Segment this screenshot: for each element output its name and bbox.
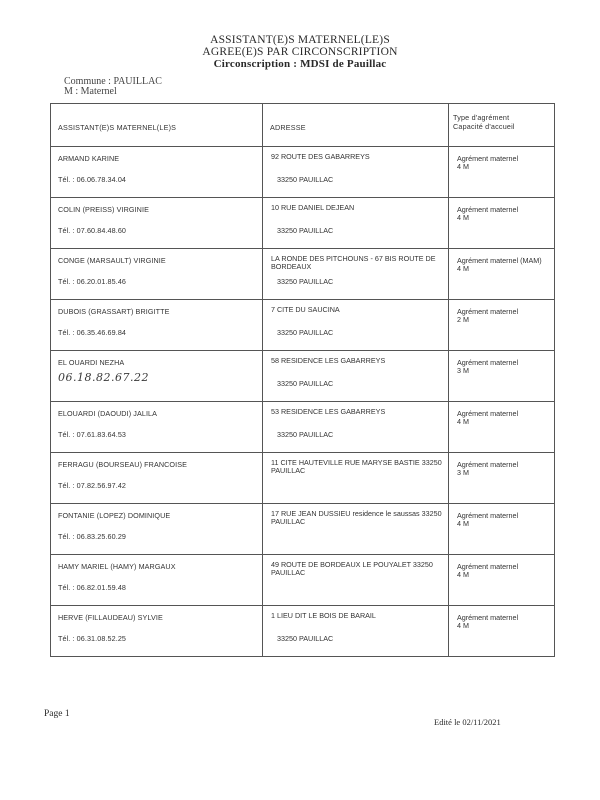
agrement-type: Agrément maternel	[457, 358, 519, 367]
agrement-capacity: 4 M	[457, 519, 469, 528]
assistants-table	[50, 103, 555, 657]
address-text: 53 RESIDENCE LES GABARREYS	[271, 407, 386, 416]
agrement-capacity: 4 M	[457, 417, 469, 426]
address-cell	[263, 402, 449, 453]
agrement-capacity: 4 M	[457, 264, 469, 273]
title-line-1: ASSISTANT(E)S MATERNEL(LE)S	[210, 34, 390, 46]
address-city: 33250 PAUILLAC	[277, 328, 334, 337]
legend-label: M : Maternel	[64, 86, 117, 97]
assistant-name: CONGE (MARSAULT) VIRGINIE	[58, 256, 166, 265]
table-row	[51, 198, 555, 249]
assistant-phone: Tél. : 06.06.78.34.04	[58, 175, 127, 184]
address-text: 10 RUE DANIEL DEJEAN	[271, 203, 355, 212]
assistant-phone: Tél. : 06.31.08.52.25	[58, 634, 127, 643]
address-cell	[263, 198, 449, 249]
address-cell	[263, 555, 449, 606]
agrement-cell	[449, 453, 555, 504]
agrement-cell	[449, 504, 555, 555]
address-city: 33250 PAUILLAC	[277, 277, 334, 286]
assistant-name: DUBOIS (GRASSART) BRIGITTE	[58, 307, 170, 316]
assistant-name: HERVE (FILLAUDEAU) SYLVIE	[58, 613, 163, 622]
agrement-capacity: 3 M	[457, 366, 469, 375]
agrement-type: Agrément maternel	[457, 307, 519, 316]
header-type	[449, 104, 555, 147]
table-row	[51, 402, 555, 453]
table-row	[51, 504, 555, 555]
address-cell	[263, 453, 449, 504]
assistant-name: EL OUARDI NEZHA	[58, 358, 125, 367]
address-cell	[263, 300, 449, 351]
table-row	[51, 606, 555, 657]
assistant-phone: Tél. : 06.35.46.69.84	[58, 328, 127, 337]
header-address: ADRESSE	[263, 104, 449, 147]
assistant-name: HAMY MARIEL (HAMY) MARGAUX	[58, 562, 176, 571]
circonscription-title: Circonscription : MDSI de Pauillac	[213, 58, 387, 70]
agrement-cell	[449, 351, 555, 402]
agrement-type: Agrément maternel	[457, 511, 519, 520]
assistant-phone: Tél. : 06.20.01.85.46	[58, 277, 127, 286]
assistant-cell	[51, 555, 263, 606]
assistant-phone: Tél. : 06.83.25.60.29	[58, 532, 127, 541]
address-text: 1 LIEU DIT LE BOIS DE BARAIL	[271, 611, 376, 620]
assistant-cell	[51, 504, 263, 555]
assistant-name: ELOUARDI (DAOUDI) JALILA	[58, 409, 158, 418]
assistant-name: FONTANIE (LOPEZ) DOMINIQUE	[58, 511, 171, 520]
address-cell	[263, 606, 449, 657]
address-cell	[263, 504, 449, 555]
address-cell	[263, 147, 449, 198]
agrement-capacity: 2 M	[457, 315, 469, 324]
table-row	[51, 555, 555, 606]
header-type-line2: Capacité d'accueil	[453, 122, 515, 131]
document-meta	[64, 77, 162, 97]
table-row	[51, 453, 555, 504]
address-text: 7 CITE DU SAUCINA	[271, 305, 340, 314]
address-city: 33250 PAUILLAC	[277, 379, 334, 388]
assistant-name: FERRAGU (BOURSEAU) FRANCOISE	[58, 460, 187, 469]
address-text: 11 CITE HAUTEVILLE RUE MARYSE BASTIE 33250 PAUILLAC	[271, 458, 442, 475]
agrement-type: Agrément maternel	[457, 460, 519, 469]
table-row	[51, 300, 555, 351]
page-number: Page 1	[44, 709, 70, 719]
table-row	[51, 147, 555, 198]
assistant-cell	[51, 249, 263, 300]
agrement-type: Agrément maternel	[457, 562, 519, 571]
agrement-type: Agrément maternel	[457, 409, 519, 418]
assistant-phone: Tél. : 06.82.01.59.48	[58, 583, 127, 592]
agrement-capacity: 3 M	[457, 468, 469, 477]
header-type-line1: Type d'agrément	[453, 113, 510, 122]
address-text: 17 RUE JEAN DUSSIEU residence le saussas 33250 PAUILLAC	[271, 509, 442, 526]
assistant-name: COLIN (PREISS) VIRGINIE	[58, 205, 149, 214]
address-text: 92 ROUTE DES GABARREYS	[271, 152, 370, 161]
agrement-capacity: 4 M	[457, 213, 469, 222]
agrement-cell	[449, 402, 555, 453]
agrement-cell	[449, 606, 555, 657]
agrement-type: Agrément maternel	[457, 154, 519, 163]
address-city: 33250 PAUILLAC	[277, 634, 334, 643]
agrement-cell	[449, 147, 555, 198]
agrement-capacity: 4 M	[457, 162, 469, 171]
assistant-cell	[51, 453, 263, 504]
assistant-cell	[51, 606, 263, 657]
title-line-2: AGREE(E)S PAR CIRCONSCRIPTION	[202, 46, 398, 58]
edition-date: Edité le 02/11/2021	[434, 717, 501, 727]
agrement-type: Agrément maternel (MAM)	[457, 256, 542, 265]
assistant-cell	[51, 147, 263, 198]
agrement-capacity: 4 M	[457, 570, 469, 579]
handwritten-phone: 06.18.82.67.22	[58, 371, 149, 384]
agrement-cell	[449, 198, 555, 249]
address-text: 49 ROUTE DE BORDEAUX LE POUYALET 33250 PAUILLAC	[271, 560, 433, 577]
address-city: 33250 PAUILLAC	[277, 175, 334, 184]
agrement-type: Agrément maternel	[457, 205, 519, 214]
assistant-cell	[51, 300, 263, 351]
address-city: 33250 PAUILLAC	[277, 226, 334, 235]
agrement-cell	[449, 555, 555, 606]
agrement-cell	[449, 300, 555, 351]
assistant-phone: Tél. : 07.61.83.64.53	[58, 430, 127, 439]
assistant-cell	[51, 198, 263, 249]
assistant-cell	[51, 351, 263, 402]
assistant-phone: Tél. : 07.82.56.97.42	[58, 481, 127, 490]
agrement-capacity: 4 M	[457, 621, 469, 630]
address-text: LA RONDE DES PITCHOUNS - 67 BIS ROUTE DE BORDEAUX	[271, 254, 436, 271]
address-city: 33250 PAUILLAC	[277, 430, 334, 439]
address-cell	[263, 249, 449, 300]
document-header	[0, 34, 600, 70]
table-header-row	[51, 104, 555, 147]
assistant-phone: Tél. : 07.60.84.48.60	[58, 226, 127, 235]
assistant-name: ARMAND KARINE	[58, 154, 120, 163]
header-name: ASSISTANT(E)S MATERNEL(LE)S	[51, 104, 263, 147]
table-row	[51, 249, 555, 300]
commune-label: Commune : PAUILLAC	[64, 76, 162, 87]
agrement-type: Agrément maternel	[457, 613, 519, 622]
address-cell	[263, 351, 449, 402]
assistant-cell	[51, 402, 263, 453]
table-row	[51, 351, 555, 402]
address-text: 58 RESIDENCE LES GABARREYS	[271, 356, 386, 365]
agrement-cell	[449, 249, 555, 300]
